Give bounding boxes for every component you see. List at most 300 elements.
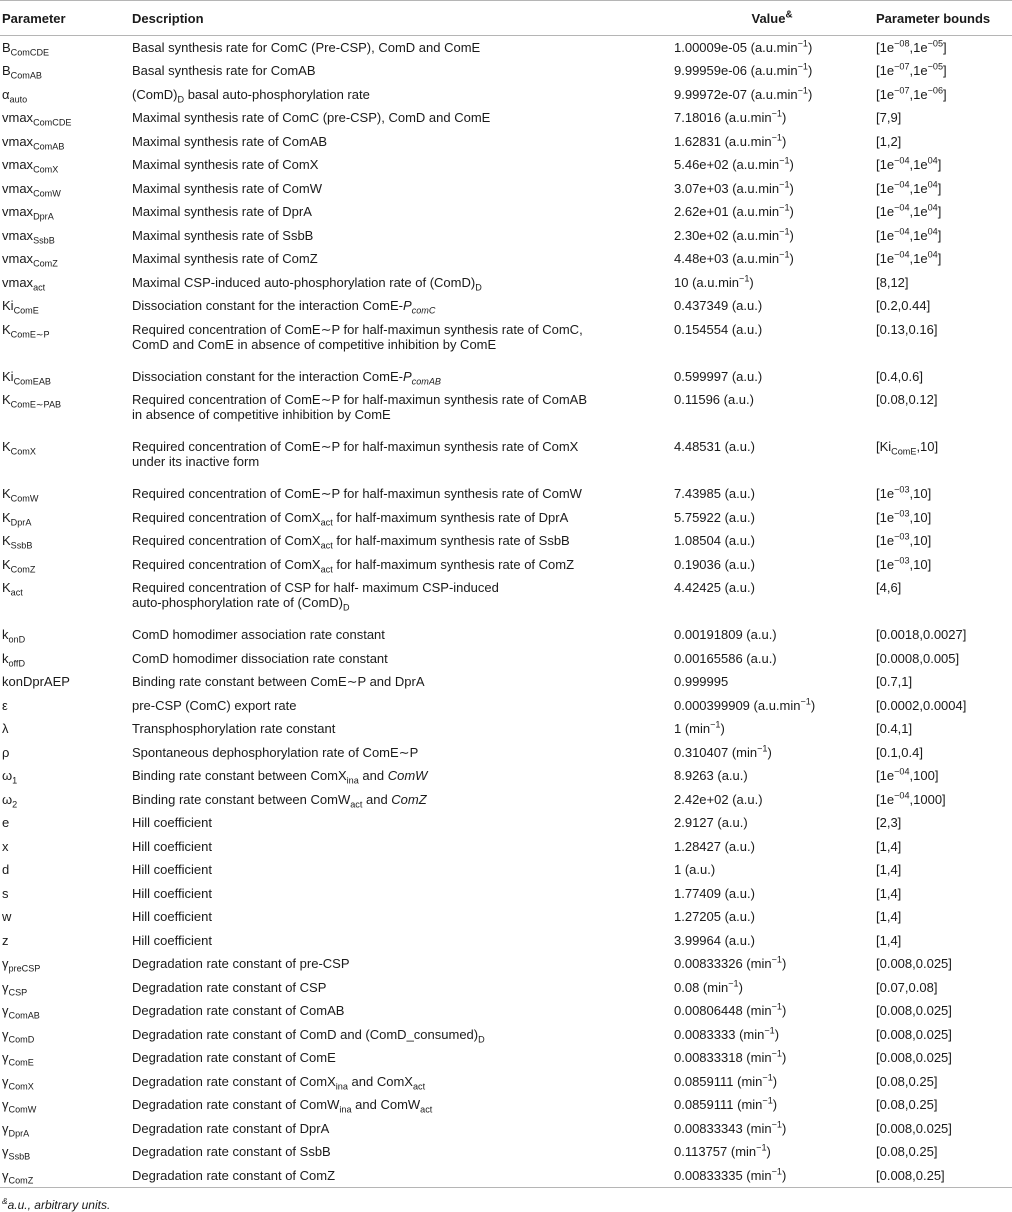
- description-subscript: act: [320, 517, 333, 528]
- bounds-cell: [872, 976, 1012, 1000]
- description-text-cont: for half-maximum synthesis rate of SsbB: [332, 533, 570, 548]
- value-text: 1.28427 (a.u.): [674, 838, 755, 854]
- value-superscript: −1: [764, 1025, 775, 1036]
- description-text: Maximal synthesis rate of ComX: [132, 157, 319, 172]
- table-row: [0, 999, 1012, 1023]
- parameter-symbol: B: [2, 40, 11, 55]
- table-body: [0, 36, 1012, 1188]
- value-superscript: −1: [797, 85, 808, 96]
- bounds-cell: [872, 200, 1012, 224]
- value-text: 0.00833335 (min: [674, 1167, 772, 1183]
- table-row: [0, 59, 1012, 83]
- bounds-superscript-2: 04: [927, 179, 938, 190]
- bounds-cell: [872, 811, 1012, 835]
- bounds-text: [0.08,0.25]: [876, 1097, 938, 1112]
- value-superscript: −1: [779, 179, 790, 190]
- value-superscript: −1: [779, 202, 790, 213]
- table-row: [0, 694, 1012, 718]
- value-text: 0.599997 (a.u.): [674, 368, 763, 384]
- parameter-subscript: 1: [12, 775, 18, 786]
- value-cell: [670, 271, 872, 295]
- description-text: Required concentration of ComX: [132, 533, 321, 548]
- bounds-text: [7,9]: [876, 110, 902, 125]
- description-text: Degradation rate constant of ComZ: [132, 1167, 336, 1183]
- description-text: Degradation rate constant of ComX: [132, 1073, 336, 1089]
- parameter-subscript: DprA: [8, 1128, 30, 1139]
- parameter-cell: [0, 905, 130, 929]
- bounds-superscript-1: −04: [894, 179, 910, 190]
- value-text: 1.00009e-05 (a.u.min: [674, 40, 798, 55]
- table-row: [0, 247, 1012, 271]
- bounds-text-end: ,10]: [909, 556, 932, 572]
- description-italic: ComZ: [391, 791, 427, 807]
- value-text-end: ): [807, 86, 813, 102]
- value-cell: [670, 647, 872, 671]
- parameter-cell: [0, 1093, 130, 1117]
- table-row: [0, 717, 1012, 741]
- value-text: 1 (a.u.): [674, 862, 716, 877]
- description-cell: [130, 130, 670, 154]
- table-row: [0, 952, 1012, 976]
- parameter-cell: [0, 153, 130, 177]
- bounds-text-mid: ,1e: [909, 204, 928, 219]
- parameter-cell: [0, 741, 130, 765]
- description-line-2: in absence of competitive inhibition by ComE: [132, 407, 391, 422]
- bounds-cell: [872, 130, 1012, 154]
- parameter-symbol: vmax: [2, 251, 34, 266]
- description-text: Binding rate constant between ComW: [132, 791, 351, 807]
- parameter-subscript: ComX: [10, 446, 36, 457]
- table-row: [0, 1023, 1012, 1047]
- description-subscript: D: [475, 282, 482, 293]
- description-italic: P: [402, 368, 412, 384]
- parameter-subscript: ComAB: [33, 141, 65, 152]
- description-line-2: ComD and ComE in absence of competitive inhibition by ComE: [132, 336, 497, 352]
- value-text-end: ): [720, 721, 725, 736]
- header-description: Description: [130, 1, 670, 36]
- value-superscript: −1: [762, 1072, 773, 1083]
- description-cell: [130, 694, 670, 718]
- bounds-cell: [872, 694, 1012, 718]
- value-superscript: −1: [771, 1048, 782, 1059]
- bounds-superscript-2: −05: [927, 61, 944, 72]
- description-text: Required concentration of ComX: [132, 556, 321, 572]
- bounds-text: [1e: [876, 486, 895, 501]
- parameter-symbol: γ: [2, 1167, 9, 1183]
- bounds-cell: [872, 623, 1012, 647]
- parameter-subscript: DprA: [10, 517, 32, 528]
- bounds-cell: [872, 858, 1012, 882]
- parameter-symbol: ρ: [2, 744, 10, 760]
- value-text: 1.27205 (a.u.): [674, 909, 755, 924]
- parameter-cell: [0, 858, 130, 882]
- description-text: Maximal synthesis rate of SsbB: [132, 227, 314, 243]
- parameter-subscript: ComE∼P: [10, 329, 50, 340]
- description-cell: [130, 529, 670, 553]
- parameter-symbol: vmax: [2, 110, 34, 125]
- bounds-cell: [872, 435, 1012, 482]
- description-cell: [130, 1140, 670, 1164]
- value-cell: [670, 247, 872, 271]
- bounds-text-end: ]: [937, 204, 942, 219]
- value-superscript: −1: [779, 226, 790, 237]
- table-row: [0, 153, 1012, 177]
- description-text: pre-CSP (ComC) export rate: [132, 697, 297, 713]
- description-cell: [130, 741, 670, 765]
- table-row: [0, 388, 1012, 435]
- bounds-cell: [872, 1117, 1012, 1141]
- parameter-symbol: konDprAEP: [2, 674, 70, 689]
- parameter-cell: [0, 1140, 130, 1164]
- parameter-cell: [0, 952, 130, 976]
- parameter-subscript: ComEAB: [13, 376, 51, 387]
- table-row: [0, 1046, 1012, 1070]
- header-parameter: Parameter: [0, 1, 130, 36]
- value-cell: [670, 177, 872, 201]
- value-text: 3.99964 (a.u.): [674, 932, 755, 948]
- description-cell: [130, 36, 670, 60]
- bounds-superscript-1: −03: [894, 484, 910, 495]
- parameter-cell: [0, 647, 130, 671]
- parameter-cell: [0, 247, 130, 271]
- parameter-cell: [0, 200, 130, 224]
- value-superscript: −1: [762, 1095, 773, 1106]
- bounds-cell: [872, 999, 1012, 1023]
- parameter-subscript: ComZ: [10, 564, 36, 575]
- value-cell: [670, 882, 872, 906]
- parameter-cell: [0, 811, 130, 835]
- parameter-symbol: z: [2, 932, 9, 948]
- parameter-cell: [0, 717, 130, 741]
- bounds-cell: [872, 153, 1012, 177]
- table-row: [0, 741, 1012, 765]
- bounds-text: [1,4]: [876, 885, 902, 901]
- description-text: Degradation rate constant of pre-CSP: [132, 956, 350, 971]
- description-cell: [130, 811, 670, 835]
- bounds-text: [1e: [876, 40, 895, 55]
- bounds-text: [0.008,0.025]: [876, 956, 952, 971]
- value-text-end: ): [781, 956, 787, 971]
- value-text: 1 (min: [674, 721, 711, 736]
- bounds-text: [0.008,0.025]: [876, 1120, 952, 1136]
- description-text: Degradation rate constant of ComE: [132, 1050, 336, 1065]
- bounds-cell: [872, 647, 1012, 671]
- bounds-text: [2,3]: [876, 815, 902, 830]
- value-superscript: −1: [757, 743, 768, 754]
- table-header-row: [0, 1, 1012, 36]
- parameter-symbol: γ: [2, 1050, 9, 1065]
- bounds-cell: [872, 1093, 1012, 1117]
- description-text-cont: and ComW: [351, 1097, 421, 1112]
- bounds-superscript-1: −04: [894, 226, 910, 237]
- value-text: 0.113757 (min: [674, 1144, 757, 1159]
- parameter-subscript: ComAB: [10, 70, 43, 81]
- description-line-2-subscript: D: [343, 602, 350, 613]
- value-text: 5.75922 (a.u.): [674, 509, 755, 525]
- parameter-subscript: ComX: [33, 164, 59, 175]
- parameter-symbol: γ: [2, 1144, 9, 1159]
- description-text: Required concentration of ComX: [132, 509, 321, 525]
- description-subscript: D: [478, 1034, 485, 1045]
- parameter-cell: [0, 882, 130, 906]
- value-text: 4.48531 (a.u.): [674, 439, 755, 454]
- description-text: ComD homodimer association rate constant: [132, 627, 385, 642]
- value-text: 4.48e+03 (a.u.min: [674, 251, 780, 266]
- description-text: Required concentration of ComE∼P for half-maximun synthesis rate of ComX: [132, 439, 579, 454]
- parameter-subscript: ComW: [33, 188, 61, 199]
- bounds-superscript-1: −04: [894, 766, 910, 777]
- parameter-symbol: w: [2, 909, 12, 924]
- parameter-cell: [0, 529, 130, 553]
- value-superscript: −1: [771, 954, 782, 965]
- bounds-text-end: ,100]: [909, 768, 939, 783]
- bounds-cell: [872, 482, 1012, 506]
- table-row: [0, 811, 1012, 835]
- value-cell: [670, 1070, 872, 1094]
- parameter-subscript: SsbB: [33, 235, 55, 246]
- value-text: 2.62e+01 (a.u.min: [674, 204, 780, 219]
- bounds-superscript-1: −03: [894, 531, 910, 542]
- description-text: (ComD): [132, 86, 178, 102]
- value-cell: [670, 717, 872, 741]
- description-cell: [130, 553, 670, 577]
- bounds-text-end: ]: [943, 63, 947, 78]
- description-cell: [130, 623, 670, 647]
- table-row: [0, 647, 1012, 671]
- bounds-text: [0.08,0.25]: [876, 1144, 938, 1159]
- table-row: [0, 83, 1012, 107]
- value-superscript: −1: [800, 696, 811, 707]
- value-text-end: ): [781, 1003, 787, 1018]
- table-row: [0, 553, 1012, 577]
- parameter-symbol: K: [2, 321, 11, 337]
- bounds-cell: [872, 83, 1012, 107]
- table-row: [0, 905, 1012, 929]
- bounds-superscript-2: 04: [927, 155, 938, 166]
- value-text: 1.62831 (a.u.min: [674, 133, 772, 149]
- parameter-symbol: Ki: [2, 298, 14, 313]
- bounds-text: [0.008,0.25]: [876, 1167, 945, 1183]
- value-cell: [670, 388, 872, 435]
- bounds-cell: [872, 905, 1012, 929]
- value-cell: [670, 858, 872, 882]
- value-superscript: −1: [779, 249, 790, 260]
- value-text: 10 (a.u.min: [674, 274, 740, 290]
- bounds-text: [1e: [876, 180, 895, 196]
- footnote-mark: &: [2, 1195, 8, 1206]
- value-text: 4.42425 (a.u.): [674, 580, 755, 595]
- description-cell: [130, 882, 670, 906]
- bounds-cell: [872, 36, 1012, 60]
- description-text: Required concentration of CSP for half- maximum CSP-induced: [132, 580, 499, 595]
- table-row: [0, 435, 1012, 482]
- parameter-cell: [0, 623, 130, 647]
- description-text: Degradation rate constant of ComW: [132, 1097, 340, 1112]
- parameter-subscript: SsbB: [8, 1151, 31, 1162]
- value-text: 2.30e+02 (a.u.min: [674, 227, 780, 243]
- description-cell: [130, 83, 670, 107]
- parameter-symbol: d: [2, 862, 10, 877]
- bounds-text: [1e: [876, 768, 895, 783]
- value-text: 0.437349 (a.u.): [674, 298, 763, 313]
- description-text: Degradation rate constant of DprA: [132, 1120, 330, 1136]
- bounds-text-end: ]: [937, 157, 942, 172]
- description-text: Basal synthesis rate for ComAB: [132, 63, 316, 78]
- table-row: [0, 670, 1012, 694]
- bounds-text-end: ,1000]: [909, 791, 946, 807]
- description-cell: [130, 318, 670, 365]
- value-text-end: ): [738, 979, 743, 995]
- description-text-cont: for half-maximum synthesis rate of ComZ: [332, 556, 575, 572]
- table-row: [0, 835, 1012, 859]
- value-text-end: ): [767, 744, 772, 760]
- parameter-cell: [0, 694, 130, 718]
- bounds-text: [0.08,0.12]: [876, 392, 938, 407]
- description-italic: P: [402, 298, 412, 313]
- description-cell: [130, 59, 670, 83]
- value-text: 9.99972e-07 (a.u.min: [674, 86, 798, 102]
- parameter-symbol: vmax: [2, 227, 34, 243]
- parameter-symbol: s: [2, 885, 9, 901]
- value-cell: [670, 435, 872, 482]
- description-text: Degradation rate constant of ComAB: [132, 1003, 345, 1018]
- value-superscript: −1: [771, 1001, 782, 1012]
- value-cell: [670, 576, 872, 623]
- parameter-symbol: vmax: [2, 157, 34, 172]
- description-subscript: act: [350, 799, 363, 810]
- bounds-cell: [872, 1140, 1012, 1164]
- value-cell: [670, 83, 872, 107]
- description-subscript: ina: [339, 1104, 352, 1115]
- value-text: 0.310407 (min: [674, 744, 758, 760]
- description-text: Maximal synthesis rate of DprA: [132, 204, 312, 219]
- value-cell: [670, 224, 872, 248]
- value-text: 2.9127 (a.u.): [674, 815, 748, 830]
- bounds-cell: [872, 271, 1012, 295]
- parameter-symbol: γ: [2, 1120, 9, 1136]
- value-superscript: −1: [779, 155, 790, 166]
- value-cell: [670, 929, 872, 953]
- bounds-text-end: ,10]: [909, 533, 932, 548]
- description-text: Hill coefficient: [132, 815, 212, 830]
- bounds-superscript-2: −06: [927, 85, 944, 96]
- table-row: [0, 482, 1012, 506]
- table-row: [0, 858, 1012, 882]
- bounds-text: [0.4,1]: [876, 721, 913, 736]
- bounds-text: [0.008,0.025]: [876, 1026, 952, 1042]
- value-text-end: ): [789, 204, 794, 219]
- table-row: [0, 506, 1012, 530]
- parameter-symbol: ω: [2, 768, 13, 783]
- description-cell: [130, 506, 670, 530]
- parameter-symbol: γ: [2, 956, 9, 971]
- value-cell: [670, 976, 872, 1000]
- value-cell: [670, 59, 872, 83]
- description-cell: [130, 435, 670, 482]
- bounds-text: [0.7,1]: [876, 674, 913, 689]
- bounds-cell: [872, 506, 1012, 530]
- value-text-end: ): [810, 697, 816, 713]
- parameter-symbol: γ: [2, 1073, 9, 1089]
- description-text: Dissociation constant for the interaction ComE-: [132, 368, 403, 384]
- table-row: [0, 1093, 1012, 1117]
- description-text: Basal synthesis rate for ComC (Pre-CSP), ComD and ComE: [132, 40, 481, 55]
- bounds-cell: [872, 1070, 1012, 1094]
- bounds-text: [1e: [876, 86, 895, 102]
- bounds-cell: [872, 553, 1012, 577]
- parameter-cell: [0, 788, 130, 812]
- value-cell: [670, 788, 872, 812]
- description-line-2: auto-phosphorylation rate of (ComD): [132, 595, 343, 610]
- bounds-text-mid: ,1e: [909, 86, 928, 102]
- description-cell: [130, 247, 670, 271]
- description-cell: [130, 670, 670, 694]
- value-cell: [670, 811, 872, 835]
- description-text: Hill coefficient: [132, 885, 212, 901]
- description-cell: [130, 271, 670, 295]
- bounds-superscript-2: −05: [927, 38, 944, 49]
- bounds-text: [0.13,0.16]: [876, 321, 938, 337]
- description-cell: [130, 224, 670, 248]
- bounds-superscript-1: −04: [894, 249, 910, 260]
- parameter-cell: [0, 130, 130, 154]
- table-row: [0, 788, 1012, 812]
- table-row: [0, 36, 1012, 60]
- value-superscript: −1: [710, 719, 721, 730]
- parameter-symbol: γ: [2, 1097, 9, 1112]
- bounds-cell: [872, 365, 1012, 389]
- bounds-text-mid: ,1e: [909, 63, 928, 78]
- value-text-end: ): [807, 63, 813, 78]
- description-subscript-2: act: [412, 1081, 426, 1092]
- table-row: [0, 1140, 1012, 1164]
- value-text: 0.00806448 (min: [674, 1003, 772, 1018]
- table-row: [0, 294, 1012, 318]
- bounds-text-end: ]: [937, 227, 942, 243]
- value-cell: [670, 1117, 872, 1141]
- value-cell: [670, 952, 872, 976]
- parameter-subscript: ComZ: [33, 258, 58, 269]
- value-text: 0.0859111 (min: [674, 1073, 763, 1089]
- bounds-cell: [872, 741, 1012, 765]
- value-superscript: −1: [771, 1166, 782, 1177]
- value-cell: [670, 153, 872, 177]
- parameter-subscript: ComE: [13, 305, 39, 316]
- parameter-symbol: vmax: [2, 180, 34, 196]
- bounds-superscript-1: −08: [894, 38, 910, 49]
- bounds-cell: [872, 1046, 1012, 1070]
- value-text: 0.00833326 (min: [674, 956, 772, 971]
- description-text: Degradation rate constant of SsbB: [132, 1144, 331, 1159]
- parameter-cell: [0, 83, 130, 107]
- parameter-symbol: K: [2, 486, 11, 501]
- value-text-end: ): [789, 180, 794, 196]
- parameter-subscript: ComE∼PAB: [10, 399, 62, 410]
- value-text: 0.00833318 (min: [674, 1050, 772, 1065]
- value-cell: [670, 905, 872, 929]
- bounds-cell: [872, 318, 1012, 365]
- description-italic-subscript: comAB: [411, 376, 441, 387]
- table-row: [0, 882, 1012, 906]
- description-text: Maximal synthesis rate of ComAB: [132, 133, 328, 149]
- parameter-cell: [0, 576, 130, 623]
- value-cell: [670, 294, 872, 318]
- description-cell: [130, 1164, 670, 1188]
- bounds-text: [1,4]: [876, 838, 902, 854]
- bounds-text-end: ,10]: [916, 439, 939, 454]
- description-subscript: act: [320, 564, 333, 575]
- value-cell: [670, 553, 872, 577]
